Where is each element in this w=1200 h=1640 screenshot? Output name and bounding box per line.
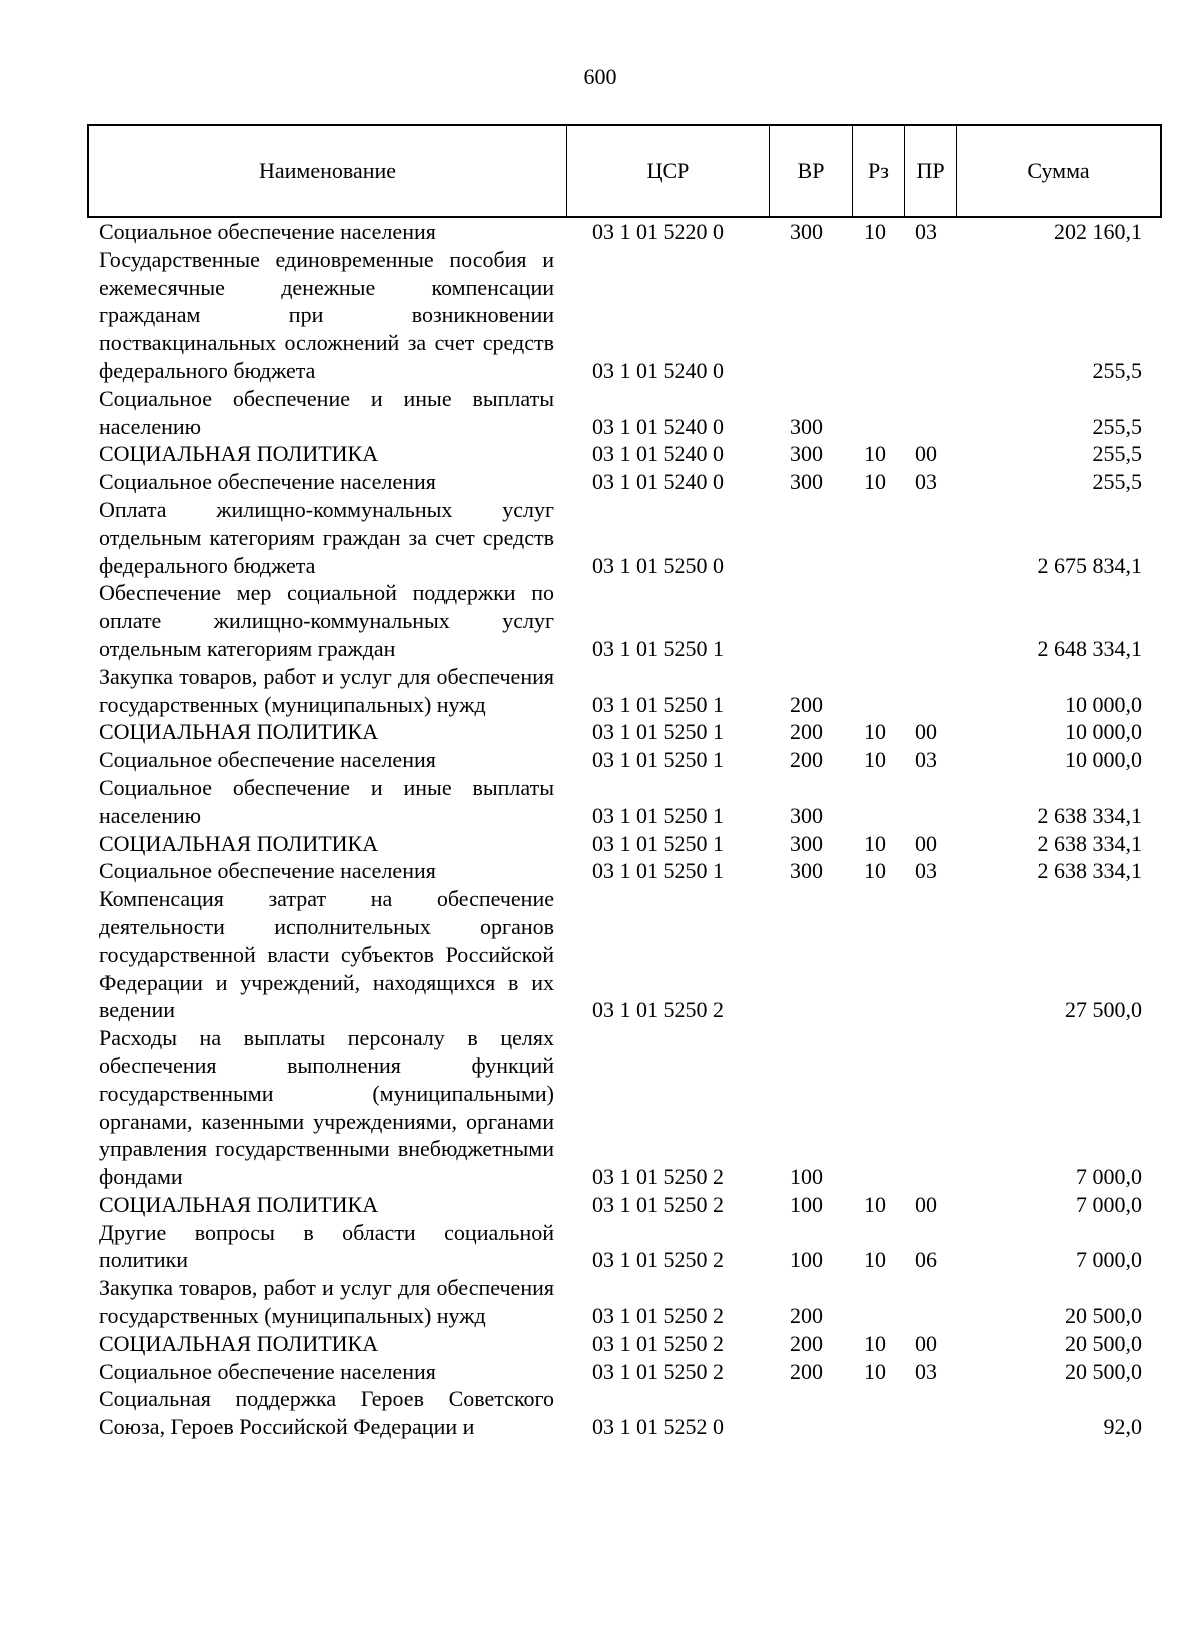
cell-sum: 20 500,0: [1065, 1330, 1142, 1356]
cell-name: Закупка товаров, работ и услуг для обеспечения государственных (муниципальных) нужд: [99, 663, 554, 717]
cell-name: Социальное обеспечение населения: [99, 219, 436, 244]
cell-pr: 00: [915, 441, 937, 467]
cell-csr: 03 1 01 5250 1: [592, 635, 724, 661]
cell-csr: 03 1 01 5250 2: [592, 1247, 724, 1273]
cell-name: СОЦИАЛЬНАЯ ПОЛИТИКА: [99, 830, 379, 856]
cell-name: Государственные единовременные пособия и ежемесячные денежные компенсации гражданам при возникновении поствакцинальных осложнений за счет средств федерального бюджета: [99, 246, 554, 383]
cell-csr: 03 1 01 5240 0: [592, 413, 724, 439]
cell-pr: 03: [915, 747, 937, 773]
table-row: [0, 246, 1200, 385]
cell-vr: 100: [790, 1164, 823, 1190]
cell-name: Другие вопросы в области социальной политики: [99, 1219, 554, 1273]
table-row: [0, 1274, 1200, 1330]
table-row: [0, 1219, 1200, 1275]
table-row: [0, 774, 1200, 830]
cell-name: Социальное обеспечение населения: [99, 747, 436, 773]
cell-name: Расходы на выплаты персоналу в целях обеспечения выполнения функций государственными (муниципальными) органами, казенными учреждениями, органами управления государственными внебюджетными фондами: [99, 1025, 554, 1190]
cell-sum: 20 500,0: [1065, 1358, 1142, 1384]
cell-name: Компенсация затрат на обеспечение деятельности исполнительных органов государственной власти субъектов Российской Федерации и учреждений, находящихся в их ведении: [99, 886, 554, 1023]
cell-sum: 10 000,0: [1065, 719, 1142, 745]
table-row: [0, 1385, 1200, 1441]
cell-csr: 03 1 01 5250 0: [592, 552, 724, 578]
cell-name: Оплата жилищно-коммунальных услуг отдельным категориям граждан за счет средств федерального бюджета: [99, 496, 554, 578]
cell-name: Социальное обеспечение населения: [99, 858, 436, 884]
cell-csr: 03 1 01 5252 0: [592, 1414, 724, 1440]
cell-csr: 03 1 01 5250 2: [592, 1164, 724, 1190]
cell-rz: 10: [864, 441, 886, 467]
table-row: [0, 496, 1200, 579]
cell-vr: 300: [790, 219, 823, 244]
cell-vr: 300: [790, 413, 823, 439]
cell-name: Социальная поддержка Героев Советского Союза, Героев Российской Федерации и: [99, 1386, 554, 1440]
table-row: [0, 1191, 1200, 1219]
cell-sum: 255,5: [1092, 413, 1142, 439]
table-row: [0, 218, 1200, 246]
cell-name: СОЦИАЛЬНАЯ ПОЛИТИКА: [99, 719, 379, 745]
cell-name: Закупка товаров, работ и услуг для обеспечения государственных (муниципальных) нужд: [99, 1275, 554, 1329]
cell-pr: 06: [915, 1247, 937, 1273]
header-csr: ЦСР: [567, 126, 770, 216]
cell-csr: 03 1 01 5240 0: [592, 441, 724, 467]
cell-rz: 10: [864, 1330, 886, 1356]
cell-sum: 255,5: [1092, 357, 1142, 383]
cell-csr: 03 1 01 5250 2: [592, 1330, 724, 1356]
cell-vr: 300: [790, 802, 823, 828]
cell-sum: 255,5: [1092, 441, 1142, 467]
table-row: [0, 830, 1200, 858]
cell-sum: 10 000,0: [1065, 747, 1142, 773]
cell-rz: 10: [864, 858, 886, 884]
cell-vr: 100: [790, 1247, 823, 1273]
cell-csr: 03 1 01 5250 2: [592, 1191, 724, 1217]
cell-csr: 03 1 01 5240 0: [592, 469, 724, 495]
cell-pr: 00: [915, 719, 937, 745]
cell-pr: 03: [915, 858, 937, 884]
cell-csr: 03 1 01 5240 0: [592, 357, 724, 383]
cell-vr: 200: [790, 1303, 823, 1329]
cell-vr: 200: [790, 719, 823, 745]
cell-rz: 10: [864, 219, 886, 244]
cell-name: Социальное обеспечение населения: [99, 1358, 436, 1384]
cell-pr: 03: [915, 469, 937, 495]
cell-csr: 03 1 01 5250 2: [592, 1358, 724, 1384]
cell-vr: 300: [790, 469, 823, 495]
table-row: [0, 1024, 1200, 1191]
cell-vr: 100: [790, 1191, 823, 1217]
cell-rz: 10: [864, 1191, 886, 1217]
cell-csr: 03 1 01 5250 1: [592, 858, 724, 884]
cell-sum: 7 000,0: [1076, 1247, 1142, 1273]
cell-name: СОЦИАЛЬНАЯ ПОЛИТИКА: [99, 1330, 379, 1356]
table-row: [0, 857, 1200, 885]
header-pr: ПР: [905, 126, 957, 216]
cell-csr: 03 1 01 5250 1: [592, 830, 724, 856]
table-row: [0, 746, 1200, 774]
cell-csr: 03 1 01 5250 1: [592, 802, 724, 828]
cell-pr: 03: [915, 1358, 937, 1384]
cell-vr: 200: [790, 747, 823, 773]
cell-sum: 27 500,0: [1065, 997, 1142, 1023]
cell-csr: 03 1 01 5250 2: [592, 997, 724, 1023]
cell-sum: 2 648 334,1: [1037, 635, 1142, 661]
cell-sum: 2 638 334,1: [1037, 802, 1142, 828]
table-row: [0, 1330, 1200, 1358]
cell-rz: 10: [864, 747, 886, 773]
cell-csr: 03 1 01 5220 0: [592, 219, 724, 244]
cell-vr: 200: [790, 1330, 823, 1356]
table-row: [0, 468, 1200, 496]
cell-name: Социальное обеспечение населения: [99, 469, 436, 495]
cell-name: СОЦИАЛЬНАЯ ПОЛИТИКА: [99, 1191, 379, 1217]
cell-rz: 10: [864, 719, 886, 745]
header-vr: ВР: [770, 126, 853, 216]
header-rz: Рз: [853, 126, 905, 216]
cell-name: Социальное обеспечение и иные выплаты населению: [99, 385, 554, 439]
cell-csr: 03 1 01 5250 2: [592, 1303, 724, 1329]
cell-pr: 00: [915, 1191, 937, 1217]
page-number: 600: [583, 64, 617, 89]
cell-name: Социальное обеспечение и иные выплаты населению: [99, 774, 554, 828]
cell-sum: 2 675 834,1: [1037, 552, 1142, 578]
table-row: [0, 385, 1200, 441]
cell-sum: 202 160,1: [1054, 219, 1142, 244]
cell-csr: 03 1 01 5250 1: [592, 719, 724, 745]
cell-rz: 10: [864, 1247, 886, 1273]
cell-vr: 200: [790, 691, 823, 717]
cell-rz: 10: [864, 830, 886, 856]
cell-vr: 300: [790, 858, 823, 884]
cell-sum: 7 000,0: [1076, 1191, 1142, 1217]
cell-pr: 03: [915, 219, 937, 244]
table-row: [0, 718, 1200, 746]
table-row: [0, 440, 1200, 468]
table-row: [0, 663, 1200, 719]
table-row: [0, 1358, 1200, 1386]
cell-name: Обеспечение мер социальной поддержки по оплате жилищно-коммунальных услуг отдельным категориям граждан: [99, 580, 554, 661]
cell-csr: 03 1 01 5250 1: [592, 691, 724, 717]
cell-csr: 03 1 01 5250 1: [592, 747, 724, 773]
cell-pr: 00: [915, 1330, 937, 1356]
cell-vr: 300: [790, 830, 823, 856]
table-row: [0, 579, 1200, 662]
table-row: [0, 885, 1200, 1024]
table-header: [87, 124, 1162, 218]
cell-sum: 20 500,0: [1065, 1303, 1142, 1329]
cell-rz: 10: [864, 469, 886, 495]
table-body: [0, 218, 1200, 1441]
cell-name: СОЦИАЛЬНАЯ ПОЛИТИКА: [99, 441, 379, 467]
cell-sum: 92,0: [1103, 1414, 1142, 1440]
header-name: Наименование: [89, 126, 567, 216]
cell-vr: 200: [790, 1358, 823, 1384]
cell-sum: 7 000,0: [1076, 1164, 1142, 1190]
cell-sum: 10 000,0: [1065, 691, 1142, 717]
header-sum: Сумма: [1027, 158, 1090, 183]
cell-vr: 300: [790, 441, 823, 467]
cell-pr: 00: [915, 830, 937, 856]
cell-rz: 10: [864, 1358, 886, 1384]
cell-sum: 2 638 334,1: [1037, 858, 1142, 884]
cell-sum: 255,5: [1092, 469, 1142, 495]
cell-sum: 2 638 334,1: [1037, 830, 1142, 856]
